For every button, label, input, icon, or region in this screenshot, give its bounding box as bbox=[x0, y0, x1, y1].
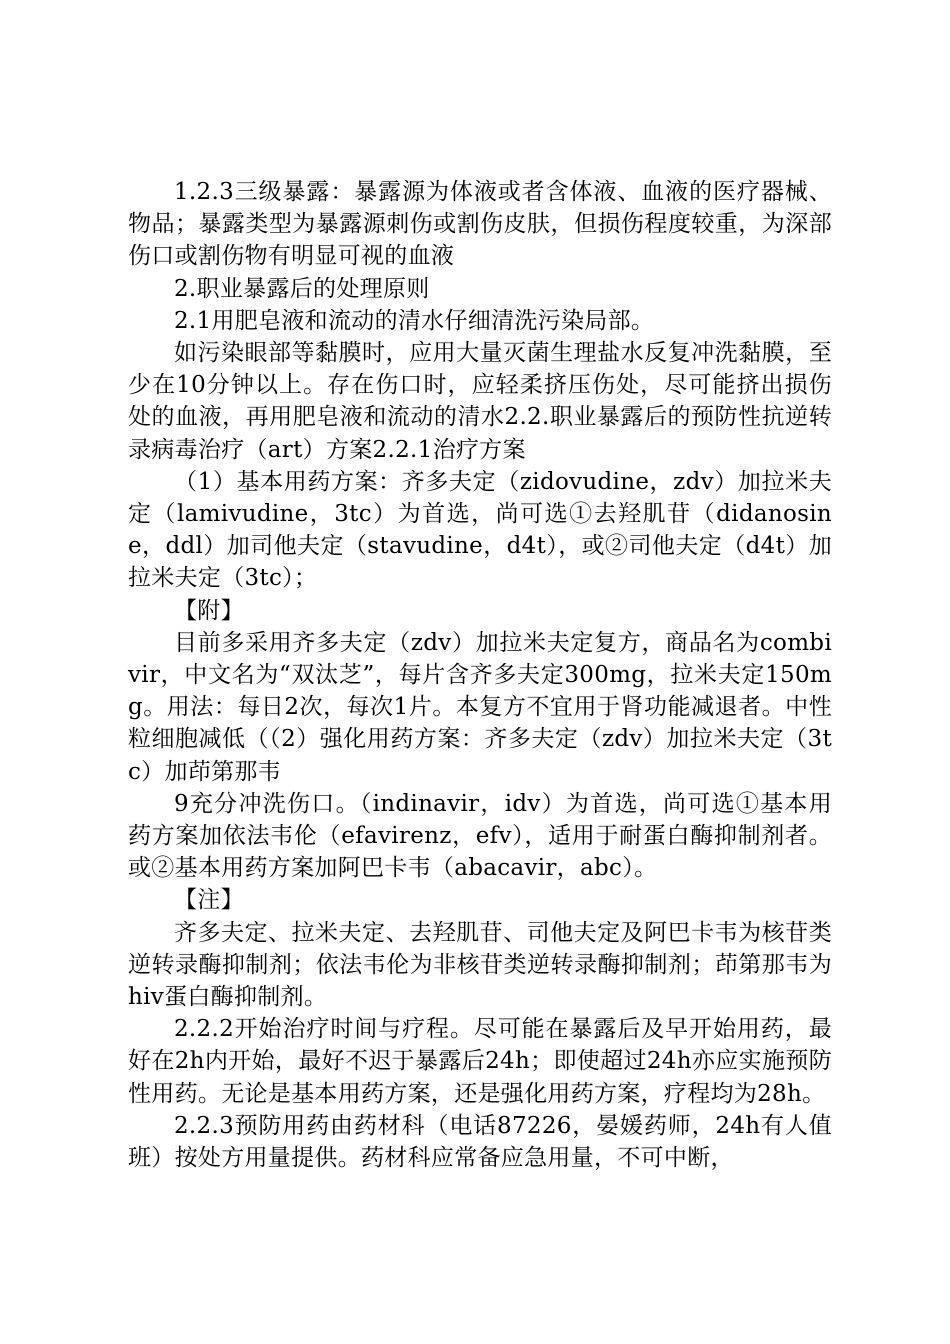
paragraph-1-2-3: 1.2.3三级暴露：暴露源为体液或者含体液、血液的医疗器械、物品；暴露类型为暴露源刺伤或割伤皮肤，但损伤程度较重，为深部伤口或割伤物有明显可视的血液 bbox=[128, 179, 832, 270]
paragraph-basic-regimen: （1）基本用药方案：齐多夫定（zidovudine，zdv）加拉米夫定（lamivudine，3tc）为首选，尚可选①去羟肌苷（didanosine，ddl）加司他夫定（stavudine，d4t），或②司他夫定（d4t）加拉米夫定（3tc）； bbox=[128, 468, 832, 592]
document-body bbox=[128, 176, 832, 1174]
paragraph-2-2-3: 2.2.3预防用药由药材科（电话87226，晏媛药师，24h有人值班）按处方用量提供。药材科应常备应急用量，不可中断， bbox=[128, 1112, 832, 1172]
paragraph-mucosa: 如污染眼部等黏膜时，应用大量灭菌生理盐水反复冲洗黏膜，至少在10分钟以上。存在伤口时，应轻柔挤压伤处，尽可能挤出损伤处的血液，再用肥皂液和流动的清水2.2.职业暴露后的预防性抗逆转录病毒治疗（art）方案2.2.1治疗方案 bbox=[128, 340, 832, 463]
note-label: 【注】 bbox=[174, 887, 244, 914]
heading-2: 2.职业暴露后的处理原则 bbox=[174, 275, 430, 302]
appendix-label: 【附】 bbox=[174, 597, 244, 624]
paragraph-note: 齐多夫定、拉米夫定、去羟肌苷、司他夫定及阿巴卡韦为核苷类逆转录酶抑制剂；依法韦伦为非核苷类逆转录酶抑制剂；茚第那韦为hiv蛋白酶抑制剂。 bbox=[128, 919, 832, 1011]
paragraph-2-1: 2.1用肥皂液和流动的清水仔细清洗污染局部。 bbox=[174, 307, 655, 334]
paragraph-intensive-regimen: 9充分冲洗伤口。（indinavir，idv）为首选，尚可选①基本用药方案加依法韦伦（efavirenz，efv），适用于耐蛋白酶抑制剂者。或②基本用药方案加阿巴卡韦（abacavir，abc）。 bbox=[128, 790, 832, 882]
paragraph-appendix: 目前多采用齐多夫定（zdv）加拉米夫定复方，商品名为combivir，中文名为“双汰芝”，每片含齐多夫定300mg，拉米夫定150mg。用法：每日2次，每次1片。本复方不宜用于肾功能减退者。中性粒细胞减低（（2）强化用药方案：齐多夫定（zdv）加拉米夫定（3tc）加茚第那韦 bbox=[128, 629, 832, 785]
paragraph-2-2-2: 2.2.2开始治疗时间与疗程。尽可能在暴露后及早开始用药，最好在2h内开始，最好不迟于暴露后24h；即使超过24h亦应实施预防性用药。无论是基本用药方案，还是强化用药方案，疗程均为28h。 bbox=[128, 1016, 832, 1107]
